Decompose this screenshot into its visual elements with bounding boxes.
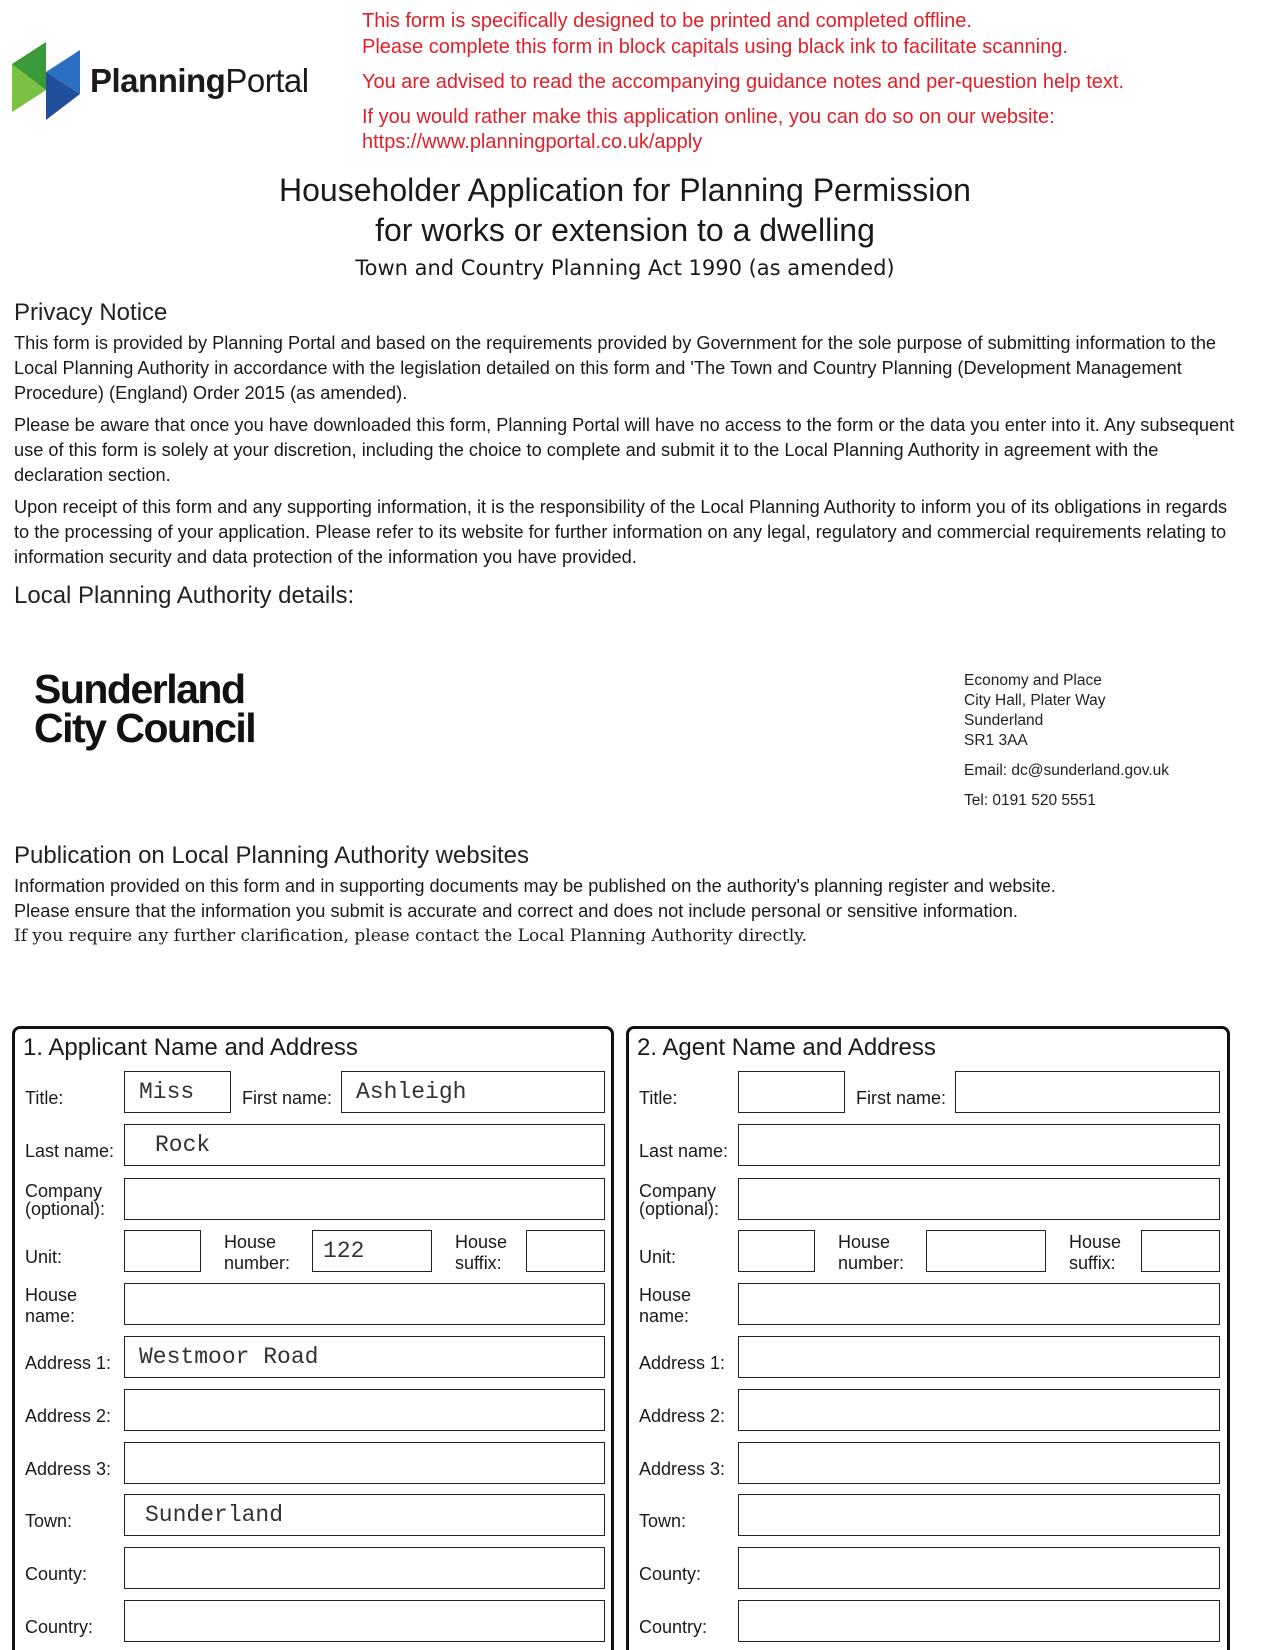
house-suffix-label-2: suffix: — [455, 1253, 502, 1273]
last-name-label: Last name: — [639, 1141, 729, 1161]
publication-line-3: If you require any further clarification, please contact the Local Planning Authority directly. — [14, 926, 808, 946]
agent-panel — [626, 1026, 1230, 1650]
unit-label: Unit: — [25, 1247, 63, 1267]
privacy-heading: Privacy Notice — [14, 299, 168, 326]
town-label: Town: — [639, 1511, 687, 1531]
address3-label: Address 3: — [639, 1459, 726, 1479]
agent-company-field[interactable] — [738, 1178, 1220, 1220]
lpa-address-line-3: Sunderland — [964, 712, 1044, 729]
agent-address3-field[interactable] — [738, 1442, 1220, 1484]
agent-address1-field[interactable] — [738, 1336, 1220, 1378]
agent-county-field[interactable] — [738, 1547, 1220, 1589]
company-label-2: (optional): — [25, 1199, 106, 1219]
house-name-label-2: name: — [25, 1306, 76, 1326]
agent-last-name-field[interactable] — [738, 1124, 1220, 1166]
house-name-label-2: name: — [639, 1306, 690, 1326]
applicant-company-field[interactable] — [124, 1178, 605, 1220]
address2-label: Address 2: — [639, 1406, 726, 1426]
address3-label: Address 3: — [25, 1459, 112, 1479]
last-name-label: Last name: — [25, 1141, 115, 1161]
agent-town-field[interactable] — [738, 1494, 1220, 1536]
note-guidance: You are advised to read the accompanying guidance notes and per-question help text. — [362, 71, 1125, 93]
lpa-tel: Tel: 0191 520 5551 — [964, 792, 1096, 809]
agent-address2-field[interactable] — [738, 1389, 1220, 1431]
title-label: Title: — [25, 1088, 64, 1108]
house-number-label-2: number: — [838, 1253, 905, 1273]
applicant-last-name-field[interactable]: Rock — [124, 1124, 605, 1166]
lpa-email[interactable]: Email: dc@sunderland.gov.uk — [964, 762, 1169, 779]
applicant-house-number-field[interactable]: 122 — [312, 1230, 432, 1272]
county-label: County: — [639, 1564, 702, 1584]
company-label-2: (optional): — [639, 1199, 720, 1219]
sunderland-council-logo: Sunderland City Council — [34, 666, 256, 751]
lpa-address-line-4: SR1 3AA — [964, 732, 1028, 749]
address1-label: Address 1: — [639, 1353, 726, 1373]
form-title-line2: for works or extension to a dwelling — [375, 212, 875, 248]
applicant-unit-field[interactable] — [124, 1230, 201, 1272]
publication-line-2: Please ensure that the information you submit is accurate and correct and does not include personal or sensitive information. — [14, 901, 1018, 921]
applicant-address3-field[interactable] — [124, 1442, 605, 1484]
planning-portal-logo — [12, 42, 312, 122]
applicant-panel — [12, 1026, 614, 1650]
house-number-label-1: House — [838, 1232, 891, 1252]
applicant-title-field[interactable]: Miss — [124, 1071, 231, 1113]
applicant-county-field[interactable] — [124, 1547, 605, 1589]
applicant-heading: 1. Applicant Name and Address — [23, 1034, 358, 1061]
agent-first-name-field[interactable] — [955, 1071, 1220, 1113]
company-label-1: Company — [639, 1181, 717, 1201]
applicant-country-field[interactable] — [124, 1600, 605, 1642]
note-url-link[interactable]: https://www.planningportal.co.uk/apply — [362, 131, 703, 153]
address2-label: Address 2: — [25, 1406, 112, 1426]
house-name-label-1: House — [639, 1285, 692, 1305]
agent-house-suffix-field[interactable] — [1141, 1230, 1220, 1272]
lpa-address-line-2: City Hall, Plater Way — [964, 692, 1106, 709]
note-online: If you would rather make this application online, you can do so on our website: — [362, 106, 1055, 128]
house-number-label-2: number: — [224, 1253, 291, 1273]
house-suffix-label-1: House — [1069, 1232, 1122, 1252]
applicant-first-name-field[interactable]: Ashleigh — [341, 1071, 605, 1113]
lpa-address-line-1: Economy and Place — [964, 672, 1102, 689]
first-name-label: First name: — [242, 1088, 333, 1108]
address1-label: Address 1: — [25, 1353, 112, 1373]
agent-title-field[interactable] — [738, 1071, 845, 1113]
house-number-label-1: House — [224, 1232, 277, 1252]
agent-country-field[interactable] — [738, 1600, 1220, 1642]
privacy-para-3: Upon receipt of this form and any supporting information, it is the responsibility of the Local Planning Authority to inform you of its obligations in regards to the processing of your application. Please refer to its website for further information on any legal, regulatory and commercial requirements relating to information security and data protection of the information you have provided. — [14, 497, 1228, 567]
first-name-label: First name: — [856, 1088, 947, 1108]
town-label: Town: — [25, 1511, 73, 1531]
house-suffix-label-1: House — [455, 1232, 508, 1252]
house-name-label-1: House — [25, 1285, 78, 1305]
house-suffix-label-2: suffix: — [1069, 1253, 1116, 1273]
country-label: Country: — [25, 1617, 94, 1637]
agent-heading: 2. Agent Name and Address — [637, 1034, 936, 1061]
publication-heading: Publication on Local Planning Authority websites — [14, 842, 529, 869]
planning-portal-wordmark: PlanningPortal — [90, 62, 309, 99]
country-label: Country: — [639, 1617, 708, 1637]
form-subtitle: Town and Country Planning Act 1990 (as amended) — [355, 256, 895, 280]
county-label: County: — [25, 1564, 88, 1584]
privacy-para-2: Please be aware that once you have downloaded this form, Planning Portal will have no access to the form or the data you enter into it. Any subsequent use of this form is solely at your discretion, including the choice to complete and submit it to the Local Planning Authority in agreement with the declaration section. — [14, 415, 1235, 485]
applicant-address1-field[interactable]: Westmoor Road — [124, 1336, 605, 1378]
privacy-para-1: This form is provided by Planning Portal and based on the requirements provided by Government for the sole purpose of submitting information to the Local Planning Authority in accordance with the legislation detailed on this form and 'The Town and Country Planning (Development Management Procedure) (England) Order 2015 (as amended). — [14, 333, 1217, 403]
form-title-line1: Householder Application for Planning Permission — [279, 172, 971, 208]
applicant-house-suffix-field[interactable] — [526, 1230, 605, 1272]
note-block-capitals: Please complete this form in block capitals using black ink to facilitate scanning. — [362, 36, 1068, 58]
unit-label: Unit: — [639, 1247, 677, 1267]
note-offline: This form is specifically designed to be printed and completed offline. — [362, 10, 972, 32]
agent-house-number-field[interactable] — [926, 1230, 1046, 1272]
title-label: Title: — [639, 1088, 678, 1108]
lpa-heading: Local Planning Authority details: — [14, 582, 355, 609]
agent-house-name-field[interactable] — [738, 1283, 1220, 1325]
agent-unit-field[interactable] — [738, 1230, 815, 1272]
applicant-house-name-field[interactable] — [124, 1283, 605, 1325]
applicant-address2-field[interactable] — [124, 1389, 605, 1431]
planning-portal-logo-icon — [12, 42, 82, 122]
applicant-town-field[interactable]: Sunderland — [124, 1494, 605, 1536]
publication-line-1: Information provided on this form and in supporting documents may be published on the authority's planning register and website. — [14, 876, 1056, 896]
company-label-1: Company — [25, 1181, 103, 1201]
